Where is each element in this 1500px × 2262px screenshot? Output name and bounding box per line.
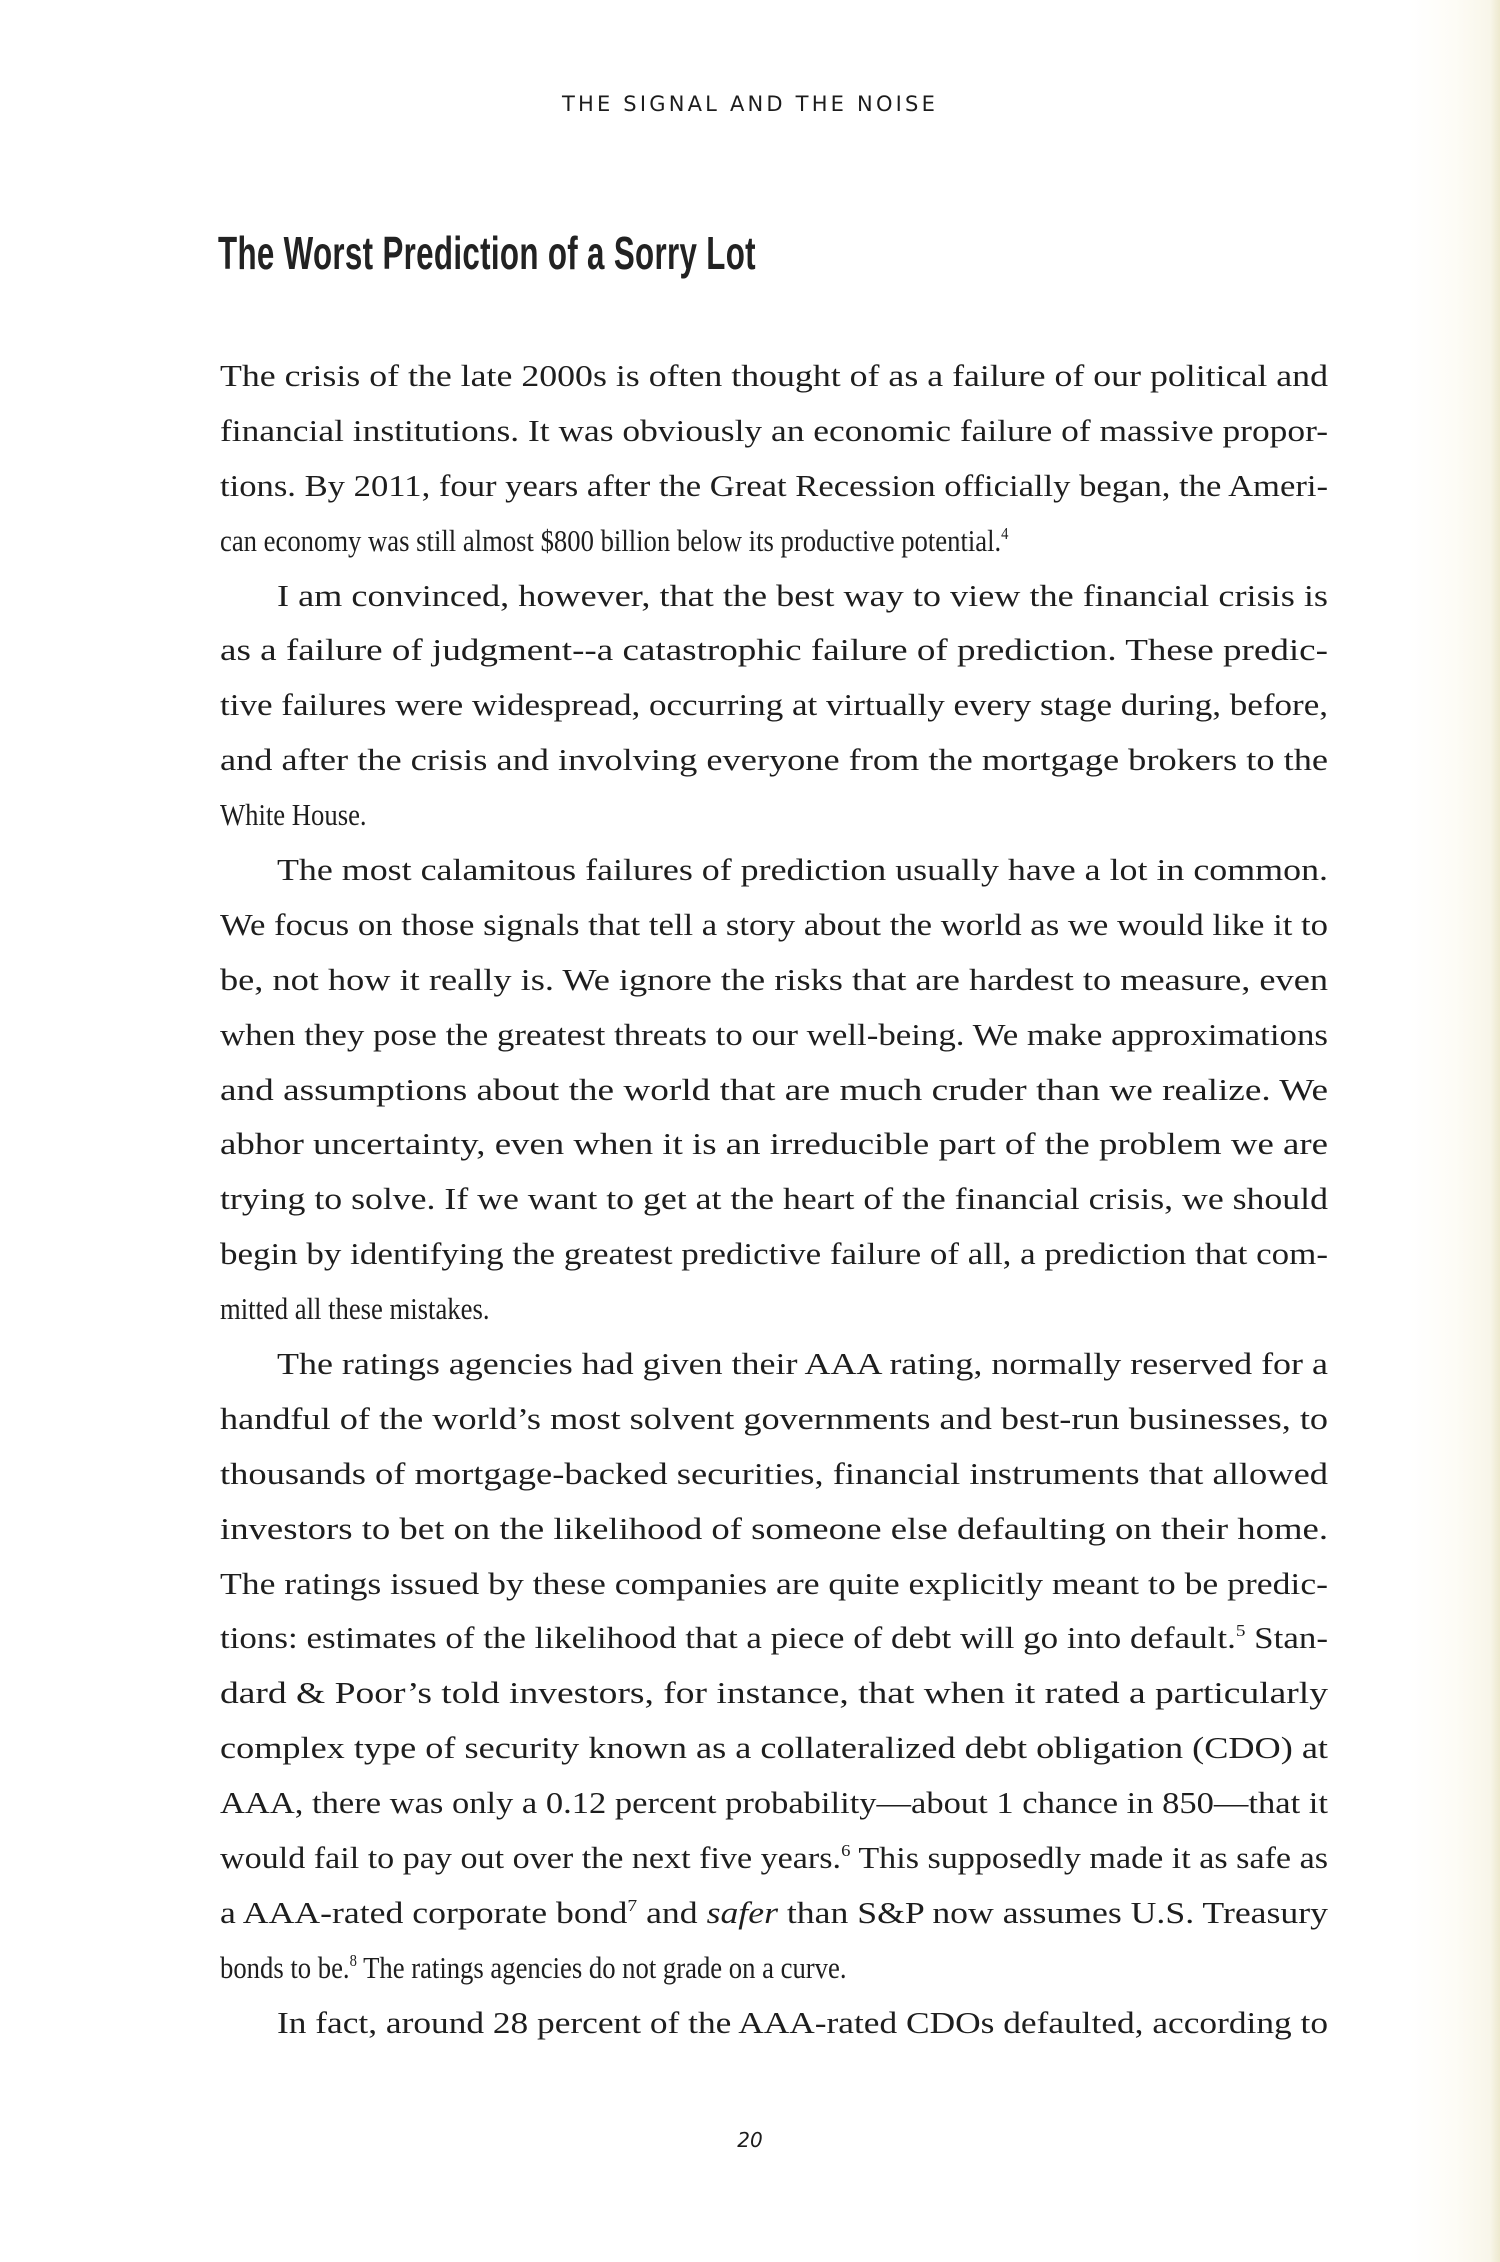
text-line xyxy=(220,733,1328,788)
line-text: dard & Poor’s told investors, for instance, that when it rated a particularly xyxy=(220,1675,1328,1711)
line-text: tive failures were widespread, occurring at virtually every stage during, before, xyxy=(220,687,1328,723)
line-text: as a failure of judgment--a catastrophic failure of prediction. These predic- xyxy=(220,632,1328,668)
body-text xyxy=(220,349,1328,2051)
footnote-ref: 8 xyxy=(349,1950,357,1970)
line-text: The crisis of the late 2000s is often thought of as a failure of our political and xyxy=(220,358,1328,393)
footnote-ref: 7 xyxy=(627,1895,638,1915)
text-line xyxy=(220,843,1328,898)
text-line xyxy=(220,1063,1328,1118)
paragraph xyxy=(220,1337,1328,1996)
text-line xyxy=(220,1721,1328,1776)
text-line xyxy=(220,404,1328,459)
text-line xyxy=(220,1941,1328,1996)
text-line xyxy=(220,1831,1328,1886)
running-head: THE SIGNAL AND THE NOISE xyxy=(561,92,939,116)
text-line xyxy=(220,678,1328,733)
text-line xyxy=(220,1337,1328,1392)
line-text: tions: estimates of the likelihood that a piece of debt will go into default.$^5$ Stan- xyxy=(220,1620,1328,1656)
line-text: bonds to be.$^8$ The ratings agencies do not grade on a curve. xyxy=(220,1949,847,1985)
text-line xyxy=(220,514,1328,569)
line-text: begin by identifying the greatest predictive failure of all, a prediction that com- xyxy=(220,1236,1328,1272)
footnote-ref: 5 xyxy=(1235,1621,1246,1641)
section-title: The Worst Prediction of a Sorry Lot xyxy=(218,227,756,279)
text-line xyxy=(220,1008,1328,1063)
line-text: thousands of mortgage-backed securities, financial instruments that allowed xyxy=(220,1455,1328,1491)
footnote-ref: 4 xyxy=(1001,523,1009,543)
line-text: a AAA-rated corporate bond$^7$ and safer than S&P now assumes U.S. Treasury xyxy=(220,1894,1328,1930)
text-line xyxy=(220,953,1328,1008)
line-text: and assumptions about the world that are much cruder than we realize. We xyxy=(220,1071,1328,1107)
line-text: tions. By 2011, four years after the Great Recession officially began, the Ameri- xyxy=(220,467,1328,503)
page-number: 20 xyxy=(737,2128,763,2152)
line-text: when they pose the greatest threats to our well-being. We make approximations xyxy=(220,1016,1328,1052)
text-line xyxy=(220,1392,1328,1447)
line-text: I am convinced, however, that the best way to view the financial crisis is xyxy=(277,577,1328,613)
line-text: can economy was still almost $800 billion below its productive potential.$^4$ xyxy=(220,522,1009,558)
text-line xyxy=(220,1447,1328,1502)
text-line xyxy=(220,1886,1328,1941)
text-line xyxy=(220,898,1328,953)
text-line xyxy=(220,349,1328,404)
text-line xyxy=(220,623,1328,678)
text-line xyxy=(220,1776,1328,1831)
emphasis: safer xyxy=(706,1894,778,1930)
text-line xyxy=(220,1996,1328,2051)
paragraph xyxy=(220,349,1328,569)
line-text: handful of the world’s most solvent governments and best-run businesses, to xyxy=(220,1400,1328,1436)
text-line xyxy=(220,569,1328,624)
text-line xyxy=(220,1611,1328,1666)
line-text: The ratings agencies had given their AAA rating, normally reserved for a xyxy=(277,1346,1328,1382)
paragraph xyxy=(220,1996,1328,2051)
line-text: mitted all these mistakes. xyxy=(220,1291,490,1327)
line-text: complex type of security known as a collateralized debt obligation (CDO) at xyxy=(220,1730,1328,1766)
text-line xyxy=(220,1282,1328,1337)
line-text: investors to bet on the likelihood of someone else defaulting on their home. xyxy=(220,1510,1328,1546)
line-text: White House. xyxy=(220,797,367,833)
text-line xyxy=(220,1117,1328,1172)
text-line xyxy=(220,1666,1328,1721)
line-text: We focus on those signals that tell a story about the world as we would like it to xyxy=(220,906,1328,942)
line-text: and after the crisis and involving everyone from the mortgage brokers to the xyxy=(220,742,1328,778)
text-line xyxy=(220,788,1328,843)
footnote-ref: 6 xyxy=(841,1841,851,1861)
line-text: The most calamitous failures of prediction usually have a lot in common. xyxy=(277,852,1328,888)
line-text: financial institutions. It was obviously an economic failure of massive propor- xyxy=(220,412,1328,448)
line-text: abhor uncertainty, even when it is an irreducible part of the problem we are xyxy=(220,1126,1328,1162)
text-line xyxy=(220,459,1328,514)
text-line xyxy=(220,1557,1328,1612)
text-line xyxy=(220,1502,1328,1557)
line-text: would fail to pay out over the next five years.$^6$ This supposedly made it as safe as xyxy=(220,1840,1328,1876)
paragraph xyxy=(220,843,1328,1337)
line-text: AAA, there was only a 0.12 percent probability—about 1 chance in 850—that it xyxy=(220,1785,1328,1821)
line-text: The ratings issued by these companies are quite explicitly meant to be predic- xyxy=(220,1565,1328,1601)
text-line xyxy=(220,1172,1328,1227)
line-text: In fact, around 28 percent of the AAA-rated CDOs defaulted, according to xyxy=(277,2004,1328,2040)
line-text: be, not how it really is. We ignore the risks that are hardest to measure, even xyxy=(220,961,1328,997)
line-text: trying to solve. If we want to get at the heart of the financial crisis, we should xyxy=(220,1181,1328,1217)
page-edge-shadow xyxy=(1490,0,1500,2262)
paragraph xyxy=(220,569,1328,843)
text-line xyxy=(220,1227,1328,1282)
